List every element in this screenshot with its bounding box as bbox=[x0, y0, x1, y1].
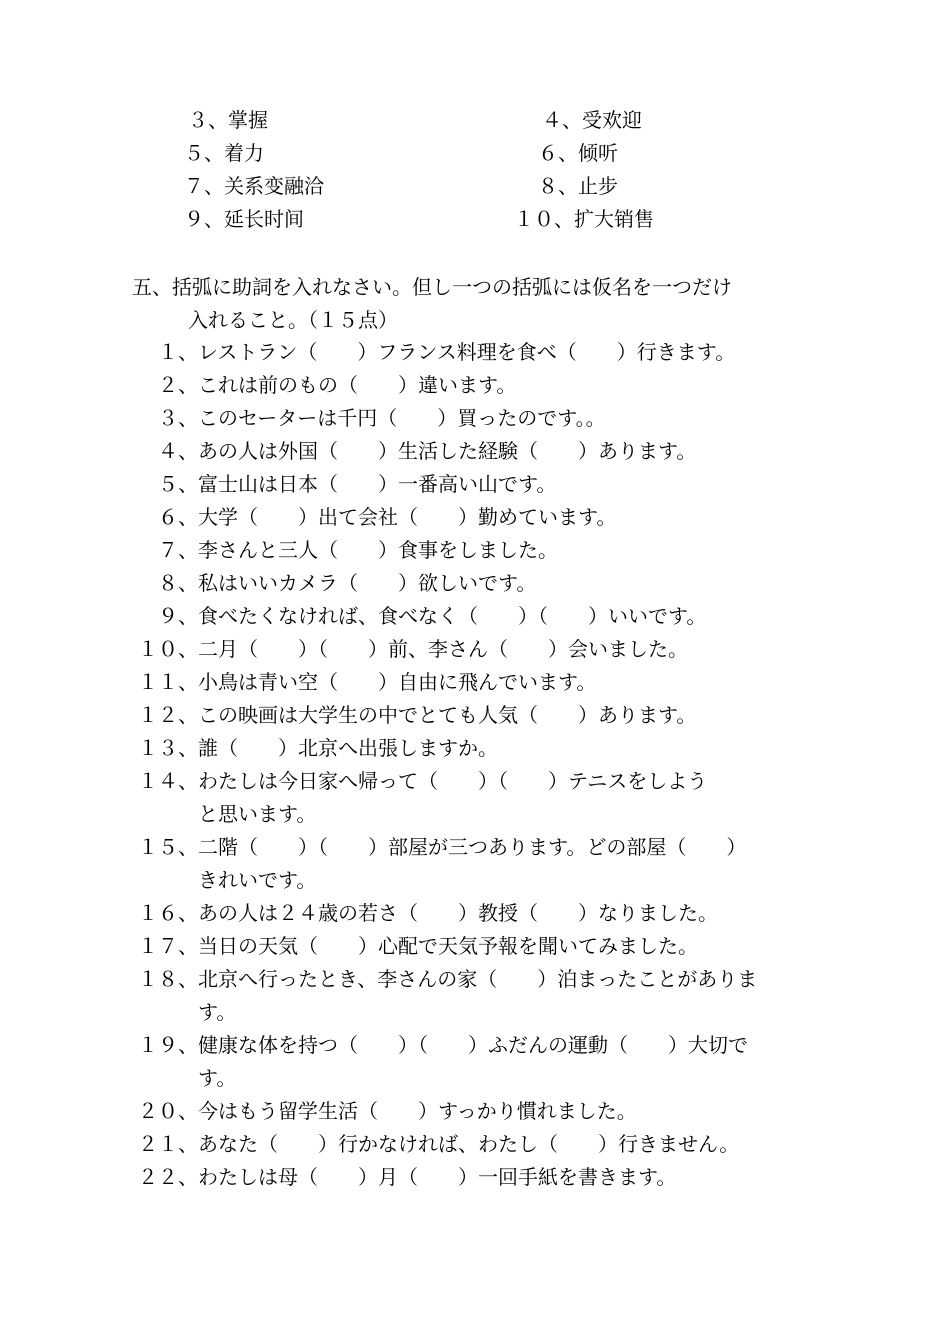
vocab-row bbox=[0, 104, 950, 137]
question-item bbox=[132, 732, 832, 765]
question-item bbox=[132, 1029, 832, 1062]
vocab-item: ６、倾听 bbox=[538, 141, 618, 165]
question-number: １４、 bbox=[138, 769, 198, 793]
vocab-item: ４、受欢迎 bbox=[542, 108, 642, 132]
question-number: １７、 bbox=[138, 934, 198, 958]
question-text: 小鳥は青い空（ ）自由に飛んでいます。 bbox=[198, 670, 597, 694]
question-number: １、 bbox=[158, 340, 198, 364]
question-text: きれいです。 bbox=[198, 868, 317, 892]
question-item bbox=[132, 336, 832, 369]
question-item bbox=[132, 666, 832, 699]
question-text: 食べたくなければ、食べなく（ ）（ ）いいです。 bbox=[198, 604, 707, 628]
question-text: 二階（ ）（ ）部屋が三つあります。どの部屋（ ） bbox=[198, 835, 747, 859]
question-item-continued bbox=[132, 1062, 832, 1095]
question-text: わたしは今日家へ帰って（ ）（ ）テニスをしよう bbox=[198, 769, 708, 793]
question-text: 北京へ行ったとき、李さんの家（ ）泊まったことがありま bbox=[198, 967, 758, 991]
question-text: あの人は２４歳の若さ（ ）教授（ ）なりました。 bbox=[198, 901, 718, 925]
question-number: １８、 bbox=[138, 967, 198, 991]
question-text: 今はもう留学生活（ ）すっかり慣れました。 bbox=[198, 1099, 637, 1123]
question-item bbox=[132, 534, 832, 567]
question-number: ２１、 bbox=[138, 1132, 198, 1156]
question-number: １１、 bbox=[138, 670, 198, 694]
question-number: １０、 bbox=[138, 637, 198, 661]
vocab-row bbox=[0, 203, 950, 236]
question-item-continued bbox=[132, 864, 832, 897]
question-text: これは前のもの（ ）違います。 bbox=[198, 373, 517, 397]
question-text: 大学（ ）出て会社（ ）勤めています。 bbox=[198, 505, 617, 529]
question-item bbox=[132, 699, 832, 732]
vocab-row bbox=[0, 137, 950, 170]
section-header bbox=[132, 270, 832, 336]
question-text: 富士山は日本（ ）一番高い山です。 bbox=[198, 472, 557, 496]
question-text: あなた（ ）行かなければ、わたし（ ）行きません。 bbox=[198, 1132, 740, 1156]
question-text: 誰（ ）北京へ出張しますか。 bbox=[198, 736, 498, 760]
question-item bbox=[132, 369, 832, 402]
vocab-item: ７、关系变融洽 bbox=[184, 174, 324, 198]
question-number: ９、 bbox=[158, 604, 198, 628]
question-item bbox=[132, 633, 832, 666]
section-title-continued: 入れること。（１５点） bbox=[188, 308, 398, 332]
question-number: ５、 bbox=[158, 472, 198, 496]
question-number: １６、 bbox=[138, 901, 198, 925]
question-item bbox=[132, 831, 832, 864]
question-item-continued bbox=[132, 996, 832, 1029]
question-text: 私はいいカメラ（ ）欲しいです。 bbox=[198, 571, 537, 595]
question-item-continued bbox=[132, 798, 832, 831]
question-text: レストラン（ ）フランス料理を食べ（ ）行きます。 bbox=[198, 340, 736, 364]
question-item bbox=[132, 897, 832, 930]
vocabulary-list bbox=[0, 104, 950, 236]
question-number: ８、 bbox=[158, 571, 198, 595]
question-number: １２、 bbox=[138, 703, 198, 727]
vocab-item: １０、扩大销售 bbox=[514, 207, 654, 231]
question-number: ４、 bbox=[158, 439, 198, 463]
question-item bbox=[132, 1095, 832, 1128]
question-number: ２、 bbox=[158, 373, 198, 397]
question-item bbox=[132, 501, 832, 534]
question-item bbox=[132, 963, 832, 996]
question-text: このセーターは千円（ ）買ったのです。。 bbox=[198, 406, 606, 430]
question-item bbox=[132, 402, 832, 435]
question-text: 健康な体を持つ（ ）（ ）ふだんの運動（ ）大切で bbox=[198, 1033, 748, 1057]
question-text: 当日の天気（ ）心配で天気予報を聞いてみました。 bbox=[198, 934, 698, 958]
question-number: ３、 bbox=[158, 406, 198, 430]
question-text: あの人は外国（ ）生活した経験（ ）あります。 bbox=[198, 439, 697, 463]
question-text: この映画は大学生の中でとても人気（ ）あります。 bbox=[198, 703, 697, 727]
question-text: す。 bbox=[198, 1066, 237, 1090]
question-item bbox=[132, 600, 832, 633]
vocab-item: ３、掌握 bbox=[188, 108, 268, 132]
question-item bbox=[132, 1128, 832, 1161]
question-item bbox=[132, 765, 832, 798]
question-list bbox=[132, 336, 832, 1194]
question-text: わたしは母（ ）月（ ）一回手紙を書きます。 bbox=[198, 1165, 677, 1189]
question-number: ２０、 bbox=[138, 1099, 198, 1123]
question-text: 李さんと三人（ ）食事をしました。 bbox=[198, 538, 558, 562]
question-number: １９、 bbox=[138, 1033, 198, 1057]
question-item bbox=[132, 567, 832, 600]
question-number: ７、 bbox=[158, 538, 198, 562]
question-text: 二月（ ）（ ）前、李さん（ ）会いました。 bbox=[198, 637, 688, 661]
question-item bbox=[132, 1161, 832, 1194]
vocab-row bbox=[0, 170, 950, 203]
question-number: ２２、 bbox=[138, 1165, 198, 1189]
question-number: １５、 bbox=[138, 835, 198, 859]
section-title: 五、括弧に助詞を入れなさい。但し一つの括弧には仮名を一つだけ bbox=[132, 275, 732, 299]
question-item bbox=[132, 930, 832, 963]
question-text: す。 bbox=[198, 1000, 237, 1024]
question-text: と思います。 bbox=[198, 802, 317, 826]
vocab-item: ９、延长时间 bbox=[184, 207, 304, 231]
vocab-item: ８、止步 bbox=[538, 174, 618, 198]
question-item bbox=[132, 435, 832, 468]
question-number: ６、 bbox=[158, 505, 198, 529]
question-number: １３、 bbox=[138, 736, 198, 760]
question-item bbox=[132, 468, 832, 501]
vocab-item: ５、着力 bbox=[184, 141, 264, 165]
